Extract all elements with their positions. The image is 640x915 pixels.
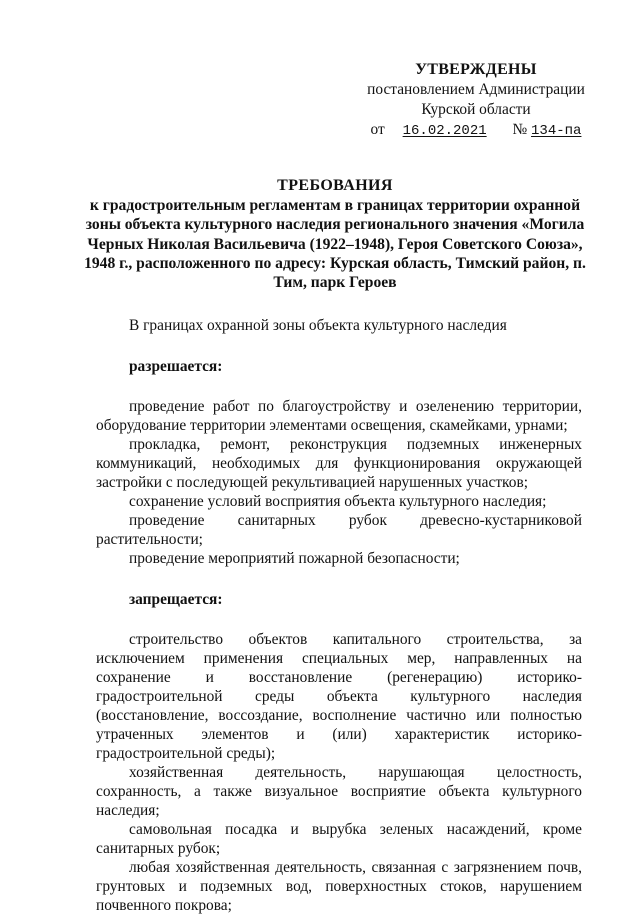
intro-paragraph: В границах охранной зоны объекта культурного наследия bbox=[129, 317, 507, 334]
forbidden-item: любая хозяйственная деятельность, связанная с загрязнением почв, грунтовых и подземных вод, поверхностных стоков, нарушением почвенного покрова; bbox=[96, 859, 582, 914]
document-title: ТРЕБОВАНИЯ bbox=[277, 177, 393, 194]
document-title-block bbox=[80, 176, 590, 292]
approval-line-1: постановлением Администрации bbox=[367, 81, 585, 98]
approval-date-line bbox=[356, 120, 596, 141]
allowed-heading: разрешается: bbox=[129, 358, 223, 375]
allowed-item: проведение санитарных рубок древесно-кустарниковой растительности; bbox=[96, 512, 582, 548]
allowed-item: прокладка, ремонт, реконструкция подземных инженерных коммуникаций, необходимых для функционирования окружающей застройки с последующей рекультивацией нарушенных участков; bbox=[96, 436, 582, 491]
document-subtitle: к градостроительным регламентам в границах территории охранной зоны объекта культурного наследия регионального значения «Могила Черных Николая Васильевича (1922–1948), Героя Советского Союза», 1948 г., расположенного по адресу: Курская область, Тимский район, п. Тим, парк Героев bbox=[84, 197, 586, 292]
allowed-item: сохранение условий восприятия объекта культурного наследия; bbox=[129, 493, 547, 510]
approval-heading: УТВЕРЖДЕНЫ bbox=[415, 61, 537, 78]
forbidden-heading: запрещается: bbox=[129, 591, 223, 608]
forbidden-item: самовольная посадка и вырубка зеленых насаждений, кроме санитарных рубок; bbox=[96, 821, 582, 857]
forbidden-item: строительство объектов капитального строительства, за исключением применения специальных мер, направленных на сохранение и восстановление (регенерацию) историко-градостроительной среды объекта культурного наследия (восстановление, воссоздание, восполнение частично или полностью утраченных элементов и (или) характеристик историко-градостроительной среды); bbox=[96, 631, 582, 762]
allowed-item: проведение работ по благоустройству и озеленению территории, оборудование территории элементами освещения, скамейками, урнами; bbox=[96, 398, 582, 434]
approval-number: 134-па bbox=[531, 123, 582, 139]
allowed-item: проведение мероприятий пожарной безопасности; bbox=[129, 550, 460, 567]
date-prefix: от bbox=[370, 121, 385, 138]
approval-line-2: Курской области bbox=[421, 101, 531, 118]
document-body bbox=[96, 316, 582, 915]
approval-date: 16.02.2021 bbox=[402, 123, 487, 139]
approval-stamp bbox=[356, 60, 596, 141]
forbidden-item: хозяйственная деятельность, нарушающая целостность, сохранность, а также визуальное восприятие объекта культурного наследия; bbox=[96, 764, 582, 819]
number-prefix: № bbox=[512, 121, 528, 138]
